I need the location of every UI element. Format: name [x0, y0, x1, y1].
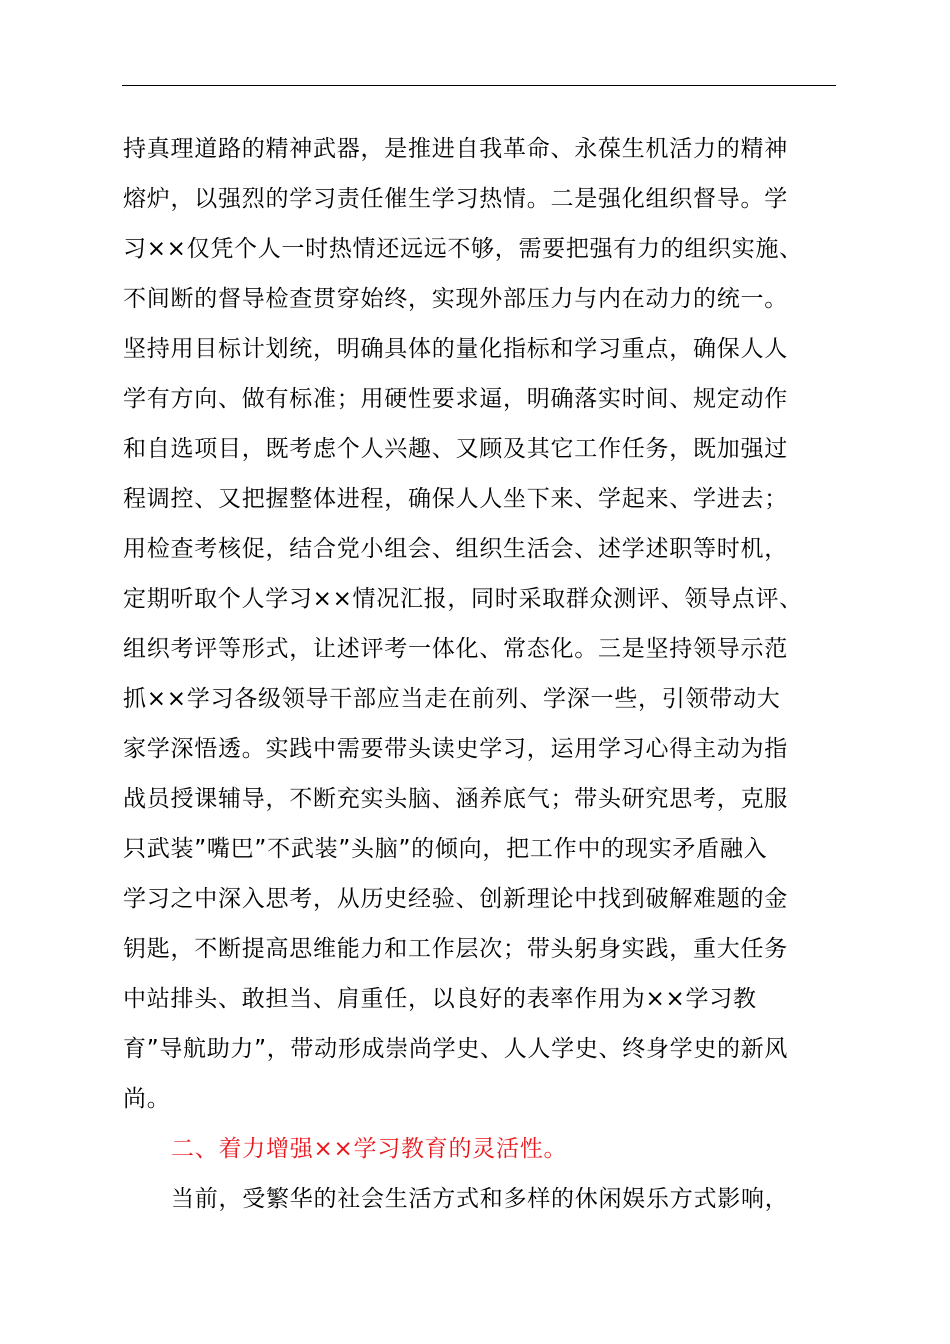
body-line: 战员授课辅导，不断充实头脑、涵养底气；带头研究思考，克服: [123, 786, 788, 812]
body-line: 持真理道路的精神武器，是推进自我革命、永葆生机活力的精神: [123, 136, 788, 162]
body-line: 习××仅凭个人一时热情还远远不够，需要把强有力的组织实施、: [123, 236, 803, 262]
body-line: 坚持用目标计划统，明确具体的量化指标和学习重点，确保人人: [123, 336, 788, 362]
section-heading: 二、着力增强××学习教育的灵活性。: [171, 1136, 568, 1162]
body-line: 程调控、又把握整体进程，确保人人坐下来、学起来、学进去；: [123, 486, 788, 512]
body-line: 尚。: [123, 1086, 171, 1112]
header-rule: [122, 85, 836, 86]
body-line: 定期听取个人学习××情况汇报，同时采取群众测评、领导点评、: [123, 586, 803, 612]
body-line: 熔炉，以强烈的学习责任催生学习热情。二是强化组织督导。学: [123, 186, 788, 212]
body-line: 只武装”嘴巴”不武装”头脑”的倾向，把工作中的现实矛盾融入: [123, 836, 768, 862]
body-line: 学习之中深入思考，从历史经验、创新理论中找到破解难题的金: [123, 886, 788, 912]
body-line: 学有方向、做有标准；用硬性要求逼，明确落实时间、规定动作: [123, 386, 788, 412]
body-line: 用检查考核促，结合党小组会、组织生活会、述学述职等时机，: [123, 536, 788, 562]
body-line: 中站排头、敢担当、肩重任，以良好的表率作用为××学习教: [123, 986, 757, 1012]
body-line: 家学深悟透。实践中需要带头读史学习，运用学习心得主动为指: [123, 736, 788, 762]
body-line: 当前，受繁华的社会生活方式和多样的休闲娱乐方式影响，: [171, 1186, 789, 1212]
body-line: 和自选项目，既考虑个人兴趣、又顾及其它工作任务，既加强过: [123, 436, 788, 462]
body-line: 组织考评等形式，让述评考一体化、常态化。三是坚持领导示范: [123, 636, 788, 662]
body-line: 不间断的督导检查贯穿始终，实现外部压力与内在动力的统一。: [123, 286, 788, 312]
body-line: 钥匙，不断提高思维能力和工作层次；带头躬身实践，重大任务: [123, 936, 788, 962]
body-line: 抓××学习各级领导干部应当走在前列、学深一些，引领带动大: [123, 686, 781, 712]
body-line: 育”导航助力”，带动形成崇尚学史、人人学史、终身学史的新风: [123, 1036, 789, 1062]
